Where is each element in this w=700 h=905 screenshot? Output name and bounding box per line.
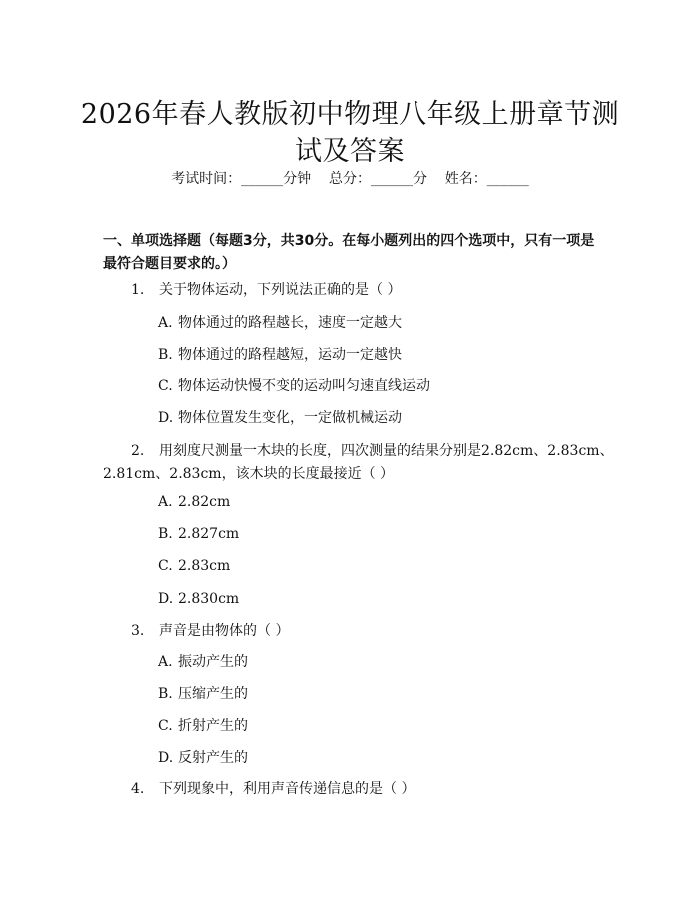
exam-info-line: 考试时间：______分钟 总分：______分 姓名：______ bbox=[171, 171, 529, 187]
question-stem-line-2: 2.81cm、2.83cm，该木块的长度最接近（ ） bbox=[103, 466, 395, 482]
option-letter: A. bbox=[158, 494, 173, 510]
option-text: 折射产生的 bbox=[178, 718, 248, 734]
question-2-option-b bbox=[158, 524, 239, 544]
option-text: 2.827cm bbox=[178, 526, 240, 542]
question-3 bbox=[131, 620, 289, 642]
question-4 bbox=[131, 778, 415, 800]
page-title bbox=[0, 96, 700, 170]
question-3-option-d bbox=[158, 748, 248, 768]
option-letter: B. bbox=[158, 686, 173, 702]
question-stem: 声音是由物体的（ ） bbox=[159, 623, 290, 639]
option-letter: D. bbox=[158, 410, 174, 426]
option-letter: D. bbox=[158, 591, 174, 607]
option-text: 反射产生的 bbox=[178, 750, 248, 766]
question-2-option-c bbox=[158, 556, 230, 576]
question-1 bbox=[131, 279, 401, 301]
question-stem-line-1: 用刻度尺测量一木块的长度，四次测量的结果分别是2.82cm、2.83cm、 bbox=[159, 443, 614, 459]
option-text: 物体位置发生变化，一定做机械运动 bbox=[178, 410, 402, 426]
question-3-option-b bbox=[158, 684, 248, 704]
question-2-option-a bbox=[158, 492, 230, 512]
option-letter: C. bbox=[158, 378, 173, 394]
option-letter: D. bbox=[158, 750, 174, 766]
option-text: 2.830cm bbox=[178, 591, 240, 607]
title-line-2: 试及答案 bbox=[295, 136, 405, 168]
option-text: 振动产生的 bbox=[178, 654, 248, 670]
question-3-option-c bbox=[158, 716, 248, 736]
title-line-1: 2026年春人教版初中物理八年级上册章节测 bbox=[80, 99, 620, 131]
question-3-option-a bbox=[158, 652, 248, 672]
question-1-option-c bbox=[158, 376, 430, 396]
question-2-option-d bbox=[158, 589, 239, 609]
option-letter: C. bbox=[158, 558, 173, 574]
option-letter: A. bbox=[158, 315, 173, 331]
question-2-continued bbox=[103, 463, 394, 485]
question-2 bbox=[131, 440, 614, 462]
option-letter: B. bbox=[158, 347, 173, 363]
question-1-option-a bbox=[158, 313, 402, 333]
option-text: 压缩产生的 bbox=[178, 686, 248, 702]
option-text: 2.83cm bbox=[178, 558, 231, 574]
question-stem: 下列现象中，利用声音传递信息的是（ ） bbox=[159, 781, 416, 797]
question-stem: 关于物体运动，下列说法正确的是（ ） bbox=[159, 282, 402, 298]
option-text: 物体通过的路程越长，速度一定越大 bbox=[178, 315, 402, 331]
question-number: 4. bbox=[131, 781, 145, 797]
question-1-option-d bbox=[158, 408, 402, 428]
question-1-option-b bbox=[158, 345, 402, 365]
option-text: 2.82cm bbox=[178, 494, 231, 510]
option-letter: B. bbox=[158, 526, 173, 542]
question-number: 2. bbox=[131, 443, 145, 459]
option-letter: C. bbox=[158, 718, 173, 734]
option-text: 物体运动快慢不变的运动叫匀速直线运动 bbox=[178, 378, 430, 394]
option-letter: A. bbox=[158, 654, 173, 670]
question-number: 1. bbox=[131, 282, 145, 298]
question-number: 3. bbox=[131, 623, 145, 639]
section-heading: 一、单项选择题（每题3分，共30分。在每小题列出的四个选项中，只有一项是最符合题目要求的。） bbox=[103, 233, 595, 272]
option-text: 物体通过的路程越短，运动一定越快 bbox=[178, 347, 402, 363]
